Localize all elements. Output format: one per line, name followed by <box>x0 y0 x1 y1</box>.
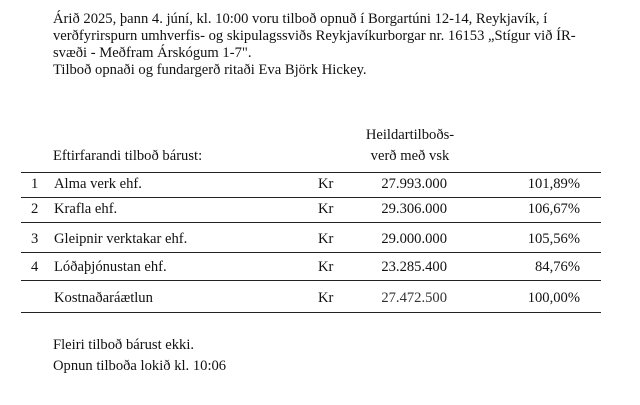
table-row <box>21 228 601 250</box>
table-divider <box>21 222 601 223</box>
table-row <box>21 256 601 278</box>
bidder-name: Gleipnir verktakar ehf. <box>54 231 188 247</box>
table-divider <box>21 312 601 313</box>
intro-line: Árið 2025, þann 4. júní, kl. 10:00 voru tilboð opnuð í Borgartúni 12-14, Reykjavík, í <box>53 11 548 27</box>
bidder-name: Lóðaþjónustan ehf. <box>54 259 167 275</box>
footer-text <box>53 335 226 377</box>
bid-amount: 29.000.000 <box>381 231 447 247</box>
bids-subheading: Eftirfarandi tilboð bárust: <box>53 148 203 164</box>
table-divider <box>21 252 601 253</box>
estimate-label: Kostnaðaráætlun <box>54 290 153 306</box>
column-header-line: verð með vsk <box>370 148 450 164</box>
bid-percent: 105,56% <box>527 231 580 247</box>
table-row <box>21 198 601 220</box>
row-number: 1 <box>31 176 39 192</box>
row-number: 4 <box>31 259 39 275</box>
table-divider <box>21 280 601 281</box>
currency-label: Kr <box>318 259 334 275</box>
intro-text <box>53 11 623 79</box>
intro-line: Tilboð opnaði og fundargerð ritaði Eva Björk Hickey. <box>53 62 367 78</box>
cost-estimate-row <box>21 287 601 309</box>
currency-label: Kr <box>318 201 334 217</box>
intro-line: svæði - Meðfram Árskógum 1-7". <box>53 45 252 61</box>
estimate-amount: 27.472.500 <box>381 290 447 306</box>
total-price-column-header <box>330 125 490 167</box>
bid-percent: 84,76% <box>535 259 580 275</box>
currency-label: Kr <box>318 176 334 192</box>
bidder-name: Krafla ehf. <box>54 201 118 217</box>
estimate-percent: 100,00% <box>527 290 580 306</box>
bid-amount: 27.993.000 <box>381 176 447 192</box>
bid-percent: 101,89% <box>527 176 580 192</box>
bidder-name: Alma verk ehf. <box>54 176 142 192</box>
bid-amount: 29.306.000 <box>381 201 447 217</box>
footer-line: Opnun tilboða lokið kl. 10:06 <box>53 358 227 374</box>
currency-label: Kr <box>318 290 334 306</box>
intro-line: verðfyrirspurn umhverfis- og skipulagssviðs Reykjavíkurborgar nr. 16153 „Stígur við ÍR- <box>53 28 576 44</box>
row-number: 3 <box>31 231 39 247</box>
bid-amount: 23.285.400 <box>381 259 447 275</box>
bid-percent: 106,67% <box>527 201 580 217</box>
table-row <box>21 173 601 195</box>
column-header-line: Heildartilboðs- <box>365 127 455 143</box>
row-number: 2 <box>31 201 39 217</box>
currency-label: Kr <box>318 231 334 247</box>
footer-line: Fleiri tilboð bárust ekki. <box>53 337 195 353</box>
